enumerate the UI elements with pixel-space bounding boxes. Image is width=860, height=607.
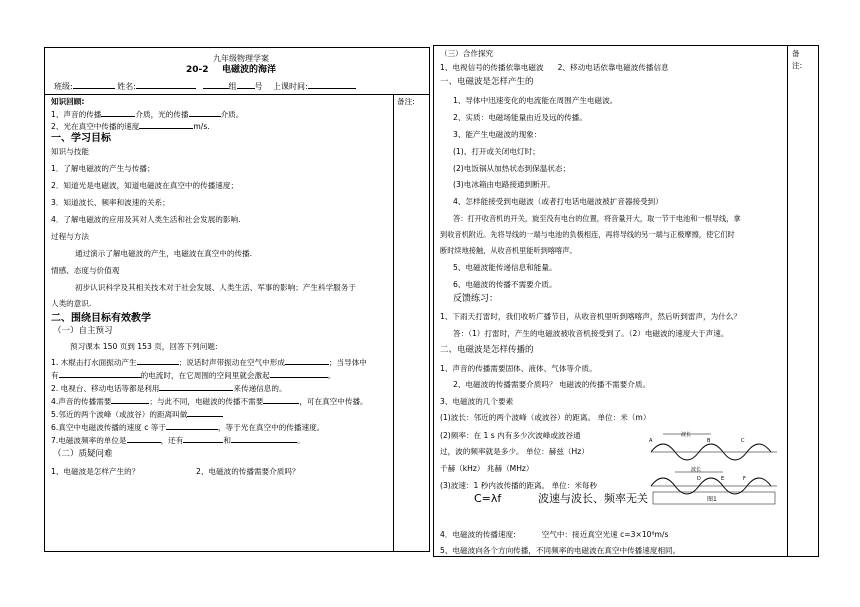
review-blank-3[interactable] bbox=[139, 120, 193, 129]
section1-heading: 一、电磁波是怎样产生的 bbox=[440, 77, 534, 87]
header-title: 九年级物理学案 bbox=[213, 54, 269, 63]
coop-line: 1、电视信号的传播依靠电磁波 2、移动电话依靠电磁波传播信息 bbox=[440, 63, 669, 72]
emotion-text-2: 人类的意识. bbox=[51, 299, 92, 308]
s2-item-3: 3、电磁波的几个要素 bbox=[440, 397, 514, 406]
goal-1: 1．了解电磁波的产生与传播； bbox=[51, 164, 155, 173]
number-blank[interactable] bbox=[237, 80, 255, 89]
q4-blank-2[interactable] bbox=[263, 395, 299, 404]
feedback-heading: 反馈练习： bbox=[453, 294, 499, 304]
label-a: A bbox=[649, 438, 653, 444]
emotion-heading: 情感、态度与价值观 bbox=[51, 266, 120, 275]
s2-item-3c: (3)波速：1 秒内波传播的距离。 单位：米每秒 bbox=[440, 481, 598, 490]
feedback-answer: 答：（1）打雷时，产生的电磁波被收音机接受到了。（2）电磁波的速度大于声速。 bbox=[453, 329, 729, 338]
review-q1: 1、声音的传播 介质，光的传播 介质。 bbox=[51, 110, 244, 119]
teaching-heading: 二、围绕目标有效教学 bbox=[51, 313, 151, 324]
preview-q1-cont: 有 的电流时，在它周围的空间里就会激起 。 bbox=[51, 371, 336, 380]
review-title: 知识回顾: bbox=[51, 97, 85, 106]
s1-item-3: 3、能产生电磁波的现象： bbox=[453, 130, 542, 139]
section2-heading: 二、电磁波是怎样传播的 bbox=[440, 345, 534, 355]
time-blank[interactable] bbox=[308, 80, 356, 89]
goal-3: 3．知道波长、频率和波速的关系； bbox=[51, 198, 170, 207]
wave-diagram bbox=[645, 428, 783, 508]
s2-item-5: 5、电磁波向各个方向传播，不同频率的电磁波在真空中传播速度相同。 bbox=[440, 546, 681, 555]
left-note-divider bbox=[393, 94, 394, 552]
s2-item-3b-3: 千赫（kHz） 兆赫（MHz） bbox=[440, 464, 534, 473]
s1-item-3a: (1)、打开或关闭电灯时； bbox=[453, 147, 540, 156]
student-info-row: 班级: 姓名: 组 号 上课时间: bbox=[54, 80, 356, 92]
lesson-title: 电磁波的海洋 bbox=[222, 65, 277, 75]
q1-blank-2[interactable] bbox=[285, 356, 329, 365]
s2-item-3b-2: 过，波的频率就是多少。 单位：赫兹（Hz） bbox=[440, 447, 589, 456]
goal-2: 2．知道光是电磁波，知道电磁波在真空中的传播速度； bbox=[51, 181, 239, 190]
q7-blank-2[interactable] bbox=[183, 434, 223, 443]
s2-item-3b-1: (2)频率：在 1 s 内有多少次波峰或波谷通 bbox=[440, 431, 581, 440]
coop-heading: （三）合作探究 bbox=[440, 49, 494, 58]
doubt-heading: （二）质疑问难 bbox=[53, 449, 113, 459]
doubt-q1: 1、电磁波是怎样产生的？ bbox=[51, 467, 140, 476]
s1-answer-3: 断时续地接触，从收音机里能听到喀喀声。 bbox=[440, 246, 577, 255]
right-note-divider bbox=[787, 45, 788, 557]
left-note-label: 备注: bbox=[397, 97, 415, 106]
s1-item-2: 2、实质：电磁场能量由近及远的传播。 bbox=[453, 113, 587, 122]
review-blank-1[interactable] bbox=[101, 108, 135, 117]
wave-diagram-svg bbox=[645, 428, 783, 508]
figure-caption: 图1 bbox=[707, 496, 717, 503]
label-b: B bbox=[707, 438, 711, 444]
s1-answer-2: 到收音机附近。先将导线的一端与电池的负极相连，再将导线的另一端与正极摩擦，使它们时 bbox=[440, 230, 735, 239]
s1-item-3c: (3)电冰箱由电路接通到断开。 bbox=[453, 180, 555, 189]
formula-note: 波速与波长、频率无关 bbox=[538, 492, 648, 505]
right-note-label-1: 备 bbox=[792, 49, 800, 58]
s2-item-1: 1、声音的传播需要固体、液体、气体等介质。 bbox=[440, 364, 597, 373]
method-text: 通过演示了解电磁波的产生，电磁波在真空中的传播. bbox=[75, 249, 253, 258]
s1-item-4: 4、怎样能接受到电磁波（或者打电话电磁波被扩音器接受到） bbox=[453, 197, 663, 206]
s2-item-2: 2、电磁波的传播需要介质吗？ 电磁波的传播不需要介质。 bbox=[453, 380, 651, 389]
left-header-divider bbox=[44, 94, 430, 95]
q7-blank-3[interactable] bbox=[231, 434, 297, 443]
self-study-heading: （一）自主预习 bbox=[53, 326, 113, 336]
q2-blank-1[interactable] bbox=[59, 369, 141, 378]
label-d: D bbox=[697, 476, 701, 482]
q3-blank[interactable] bbox=[159, 382, 233, 391]
s2-item-3a: (1)波长：邻近的两个波峰（或波谷）的距离。 单位：米（m） bbox=[440, 413, 651, 422]
s1-item-6: 6、电磁波的传播不需要介质。 bbox=[453, 280, 557, 289]
doubt-q2: 2、电磁波的传播需要介质吗？ bbox=[196, 467, 300, 476]
q4-blank-1[interactable] bbox=[111, 395, 149, 404]
wavelength-label-top: 波长 bbox=[681, 432, 692, 438]
lesson-number: 20-2 bbox=[186, 65, 209, 75]
method-heading: 过程与方法 bbox=[51, 232, 89, 241]
wave-formula: C=λf bbox=[474, 492, 502, 505]
q7-blank-1[interactable] bbox=[127, 434, 161, 443]
s1-answer-1: 答：打开收音机的开关，旋至没有电台的位置，将音量开大，取一节干电池和一根导线，拿 bbox=[453, 214, 741, 223]
label-e: E bbox=[721, 476, 725, 482]
s1-item-3b: (2)电饭锅从加热状态到保温状态； bbox=[453, 164, 571, 173]
name-blank[interactable] bbox=[136, 80, 196, 89]
self-study-intro: 预习课本 150 页到 153 页，回答下列问题: bbox=[70, 342, 218, 351]
feedback-question: 1、下雨天打雷时，我们收听广播节目，从收音机里听到喀喀声，然后听到雷声，为什么？ bbox=[440, 312, 741, 321]
goals-subheading: 知识与技能 bbox=[51, 147, 89, 156]
q2-blank-2[interactable] bbox=[270, 369, 328, 378]
preview-q5: 5.邻近的两个波峰（或波谷）的距离叫做 bbox=[51, 408, 223, 420]
q1-blank-1[interactable] bbox=[137, 356, 179, 365]
class-blank[interactable] bbox=[73, 80, 115, 89]
review-q2: 2、光在真空中传播的速度 m/s. bbox=[51, 122, 210, 131]
s1-item-5: 5、电磁波能传递信息和能量。 bbox=[453, 263, 557, 272]
label-c: C bbox=[741, 438, 745, 444]
q5-blank[interactable] bbox=[187, 408, 223, 417]
preview-q6: 6.真空中电磁波传播的速度 c 等于 ，等于光在真空中的传播速度。 bbox=[51, 423, 325, 432]
preview-q7: 7.电磁波频率的单位是 ，还有 和 。 bbox=[51, 436, 305, 445]
review-blank-2[interactable] bbox=[189, 108, 221, 117]
emotion-text-1: 初步认识科学及其相关技术对于社会发展、人类生活、军事的影响；产生科学服务于 bbox=[75, 283, 356, 292]
s1-item-1: 1、导体中迅速变化的电流能在周围产生电磁波。 bbox=[453, 96, 618, 105]
label-f: F bbox=[743, 476, 746, 482]
preview-q1: 1. 木棍击打水面振动产生 ；说话时声带振动在空气中形成 ；当导体中 bbox=[51, 358, 367, 367]
goals-heading: 一、学习目标 bbox=[51, 133, 111, 144]
preview-q4: 4.声音的传播需要 ；与此不同，电磁波的传播不需要 ，可在真空中传播。 bbox=[51, 397, 368, 406]
preview-q2: 2. 电视台、移动电话等都是利用 来传递信息的。 bbox=[51, 384, 287, 393]
group-blank[interactable] bbox=[203, 80, 229, 89]
q6-blank[interactable] bbox=[166, 421, 218, 430]
s2-item-4: 4．电磁波的传播速度: 空气中：接近真空光速 c=3×10⁸m/s bbox=[440, 530, 669, 539]
right-note-label-2: 注: bbox=[792, 61, 803, 70]
wavelength-label-bottom: 波长 bbox=[691, 467, 702, 473]
goal-4: 4．了解电磁波的应用及其对人类生活和社会发展的影响. bbox=[51, 215, 241, 224]
